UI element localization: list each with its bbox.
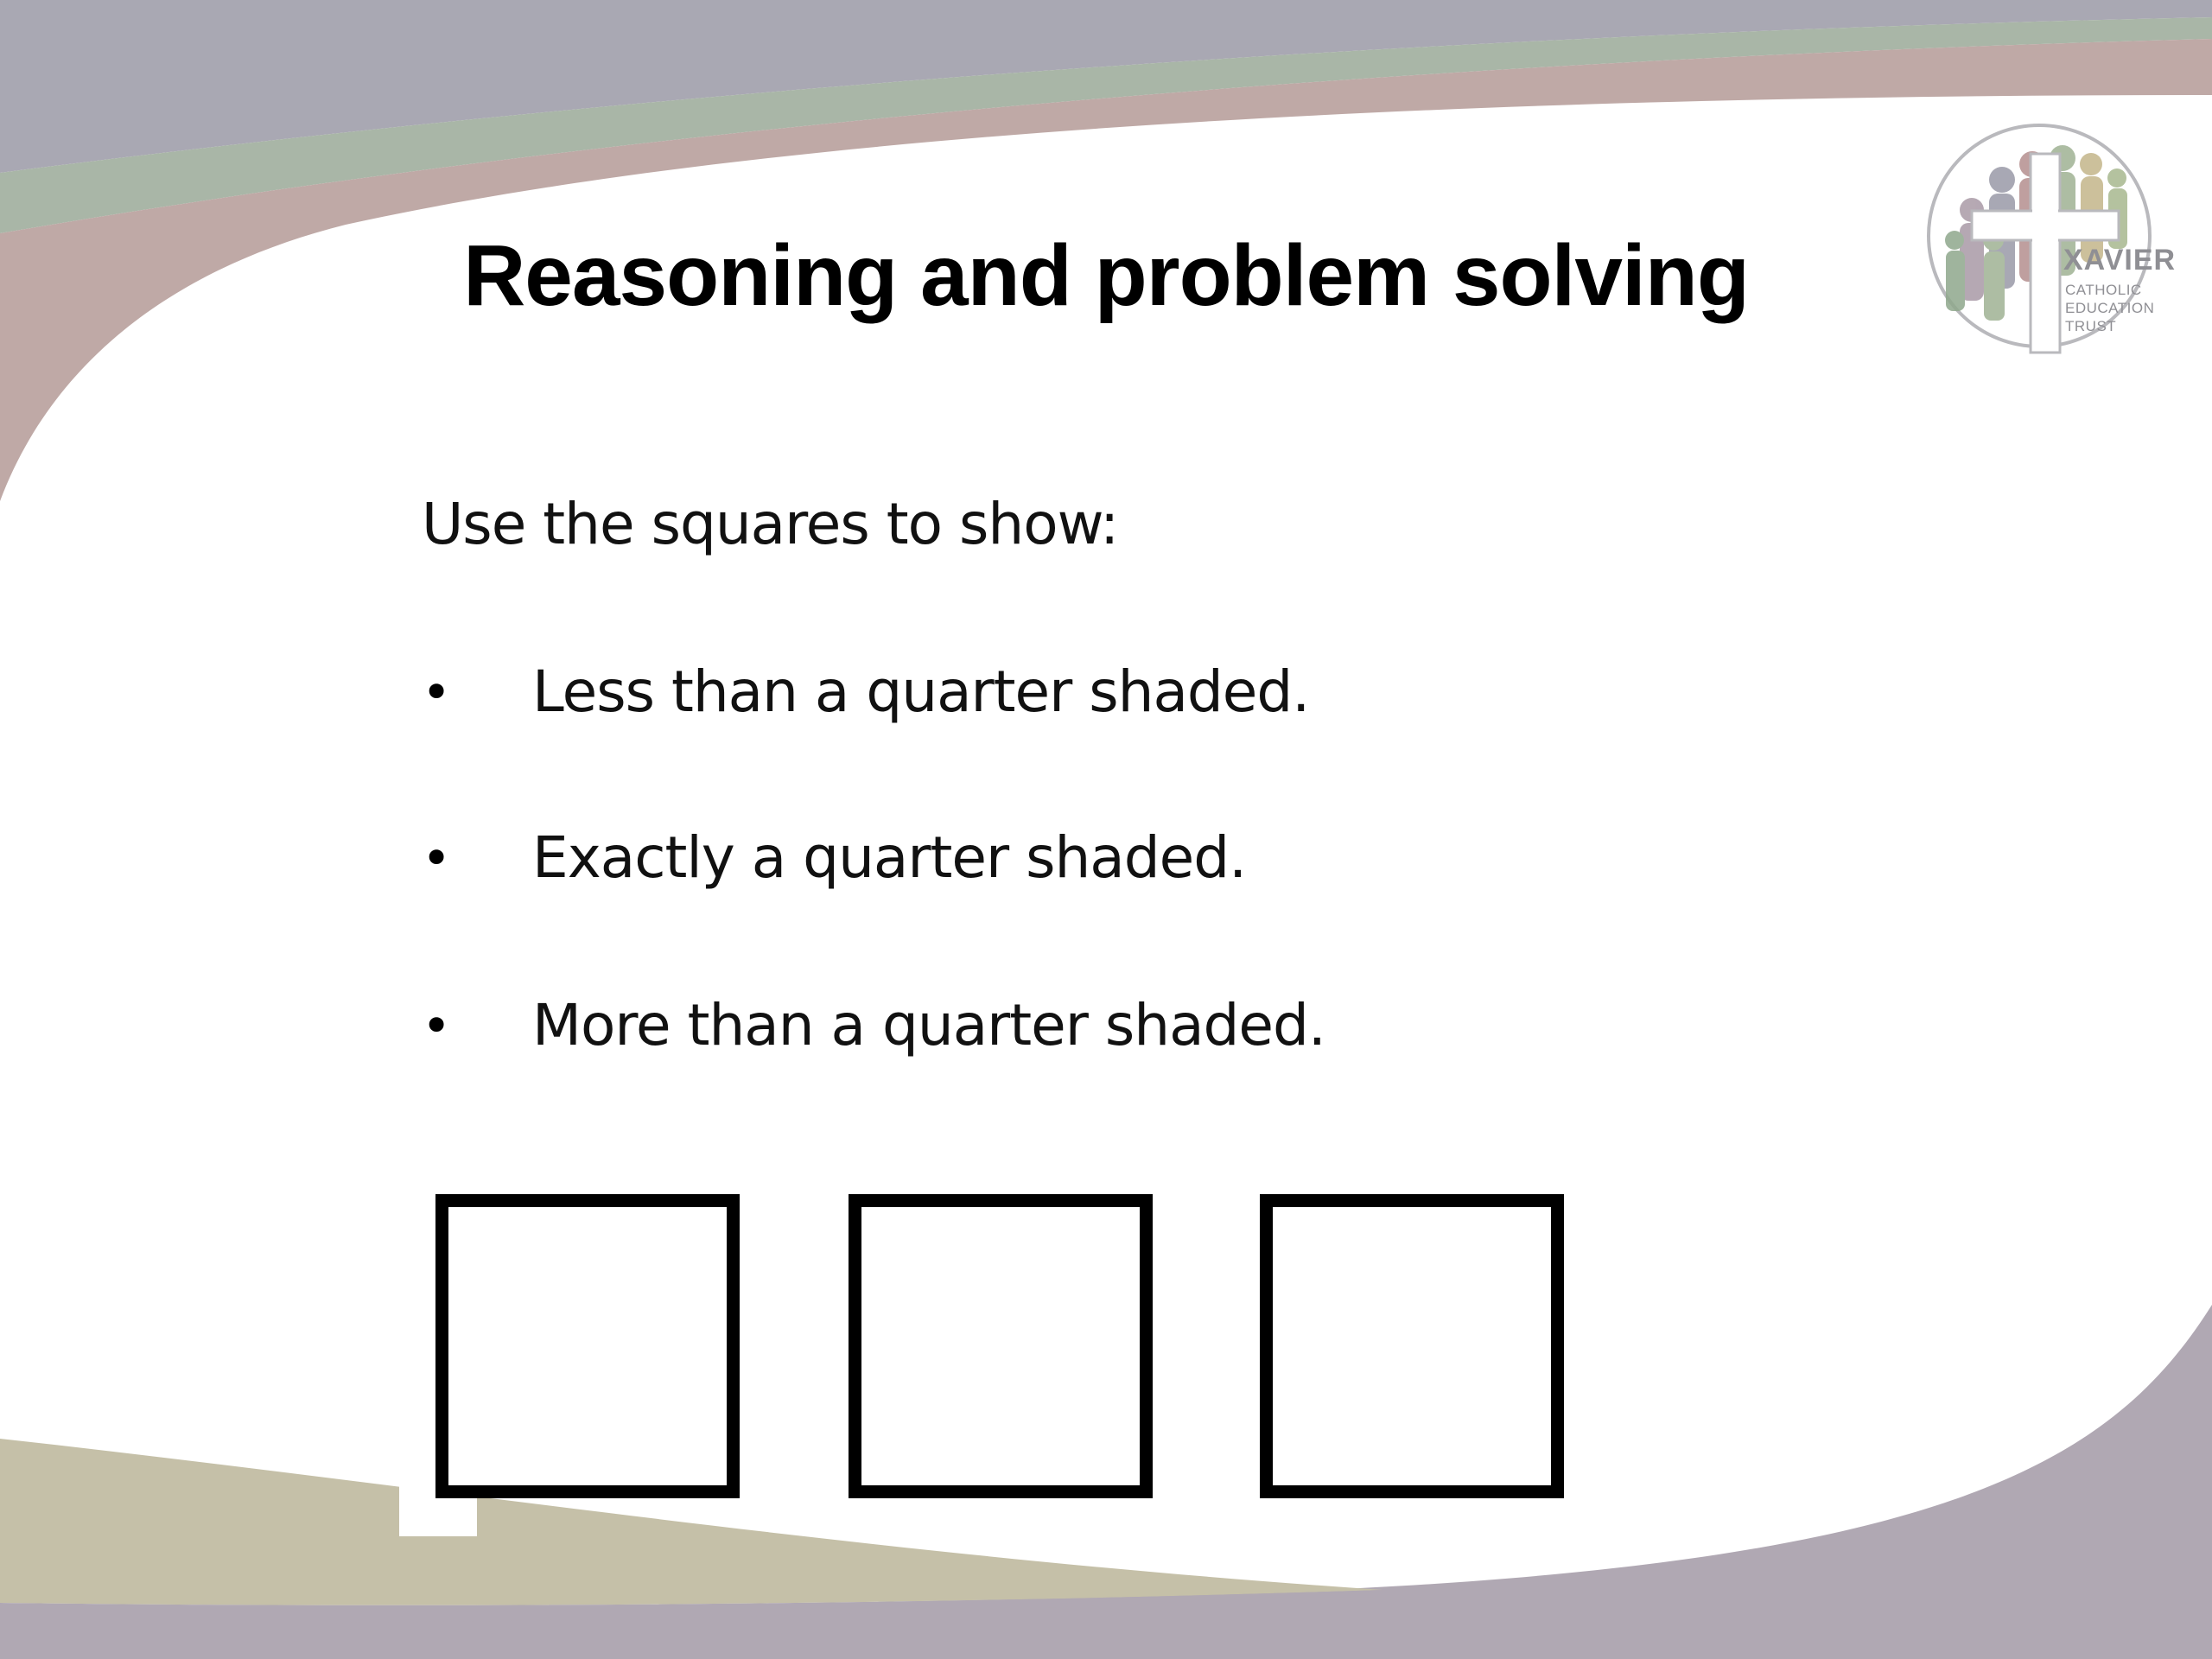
empty-square-2 [849, 1194, 1153, 1498]
bullet-marker: • [422, 829, 452, 887]
bullet-text: Exactly a quarter shaded. [532, 824, 1247, 891]
bullet-text: Less than a quarter shaded. [532, 658, 1310, 725]
logo-subtitle-line-3: TRUST [2065, 318, 2117, 334]
empty-square-1 [435, 1194, 740, 1498]
bullet-marker: • [422, 663, 452, 721]
empty-square-3 [1260, 1194, 1564, 1498]
logo-subtitle-line-1: CATHOLIC [2065, 282, 2142, 298]
logo-name: XAVIER [2063, 244, 2177, 276]
slide-title: Reasoning and problem solving [463, 227, 1749, 324]
logo-subtitle-line-2: EDUCATION [2065, 300, 2155, 316]
instruction-text: Use the squares to show: [422, 491, 1119, 557]
bullet-text: More than a quarter shaded. [532, 992, 1325, 1058]
bullet-marker: • [422, 996, 452, 1055]
